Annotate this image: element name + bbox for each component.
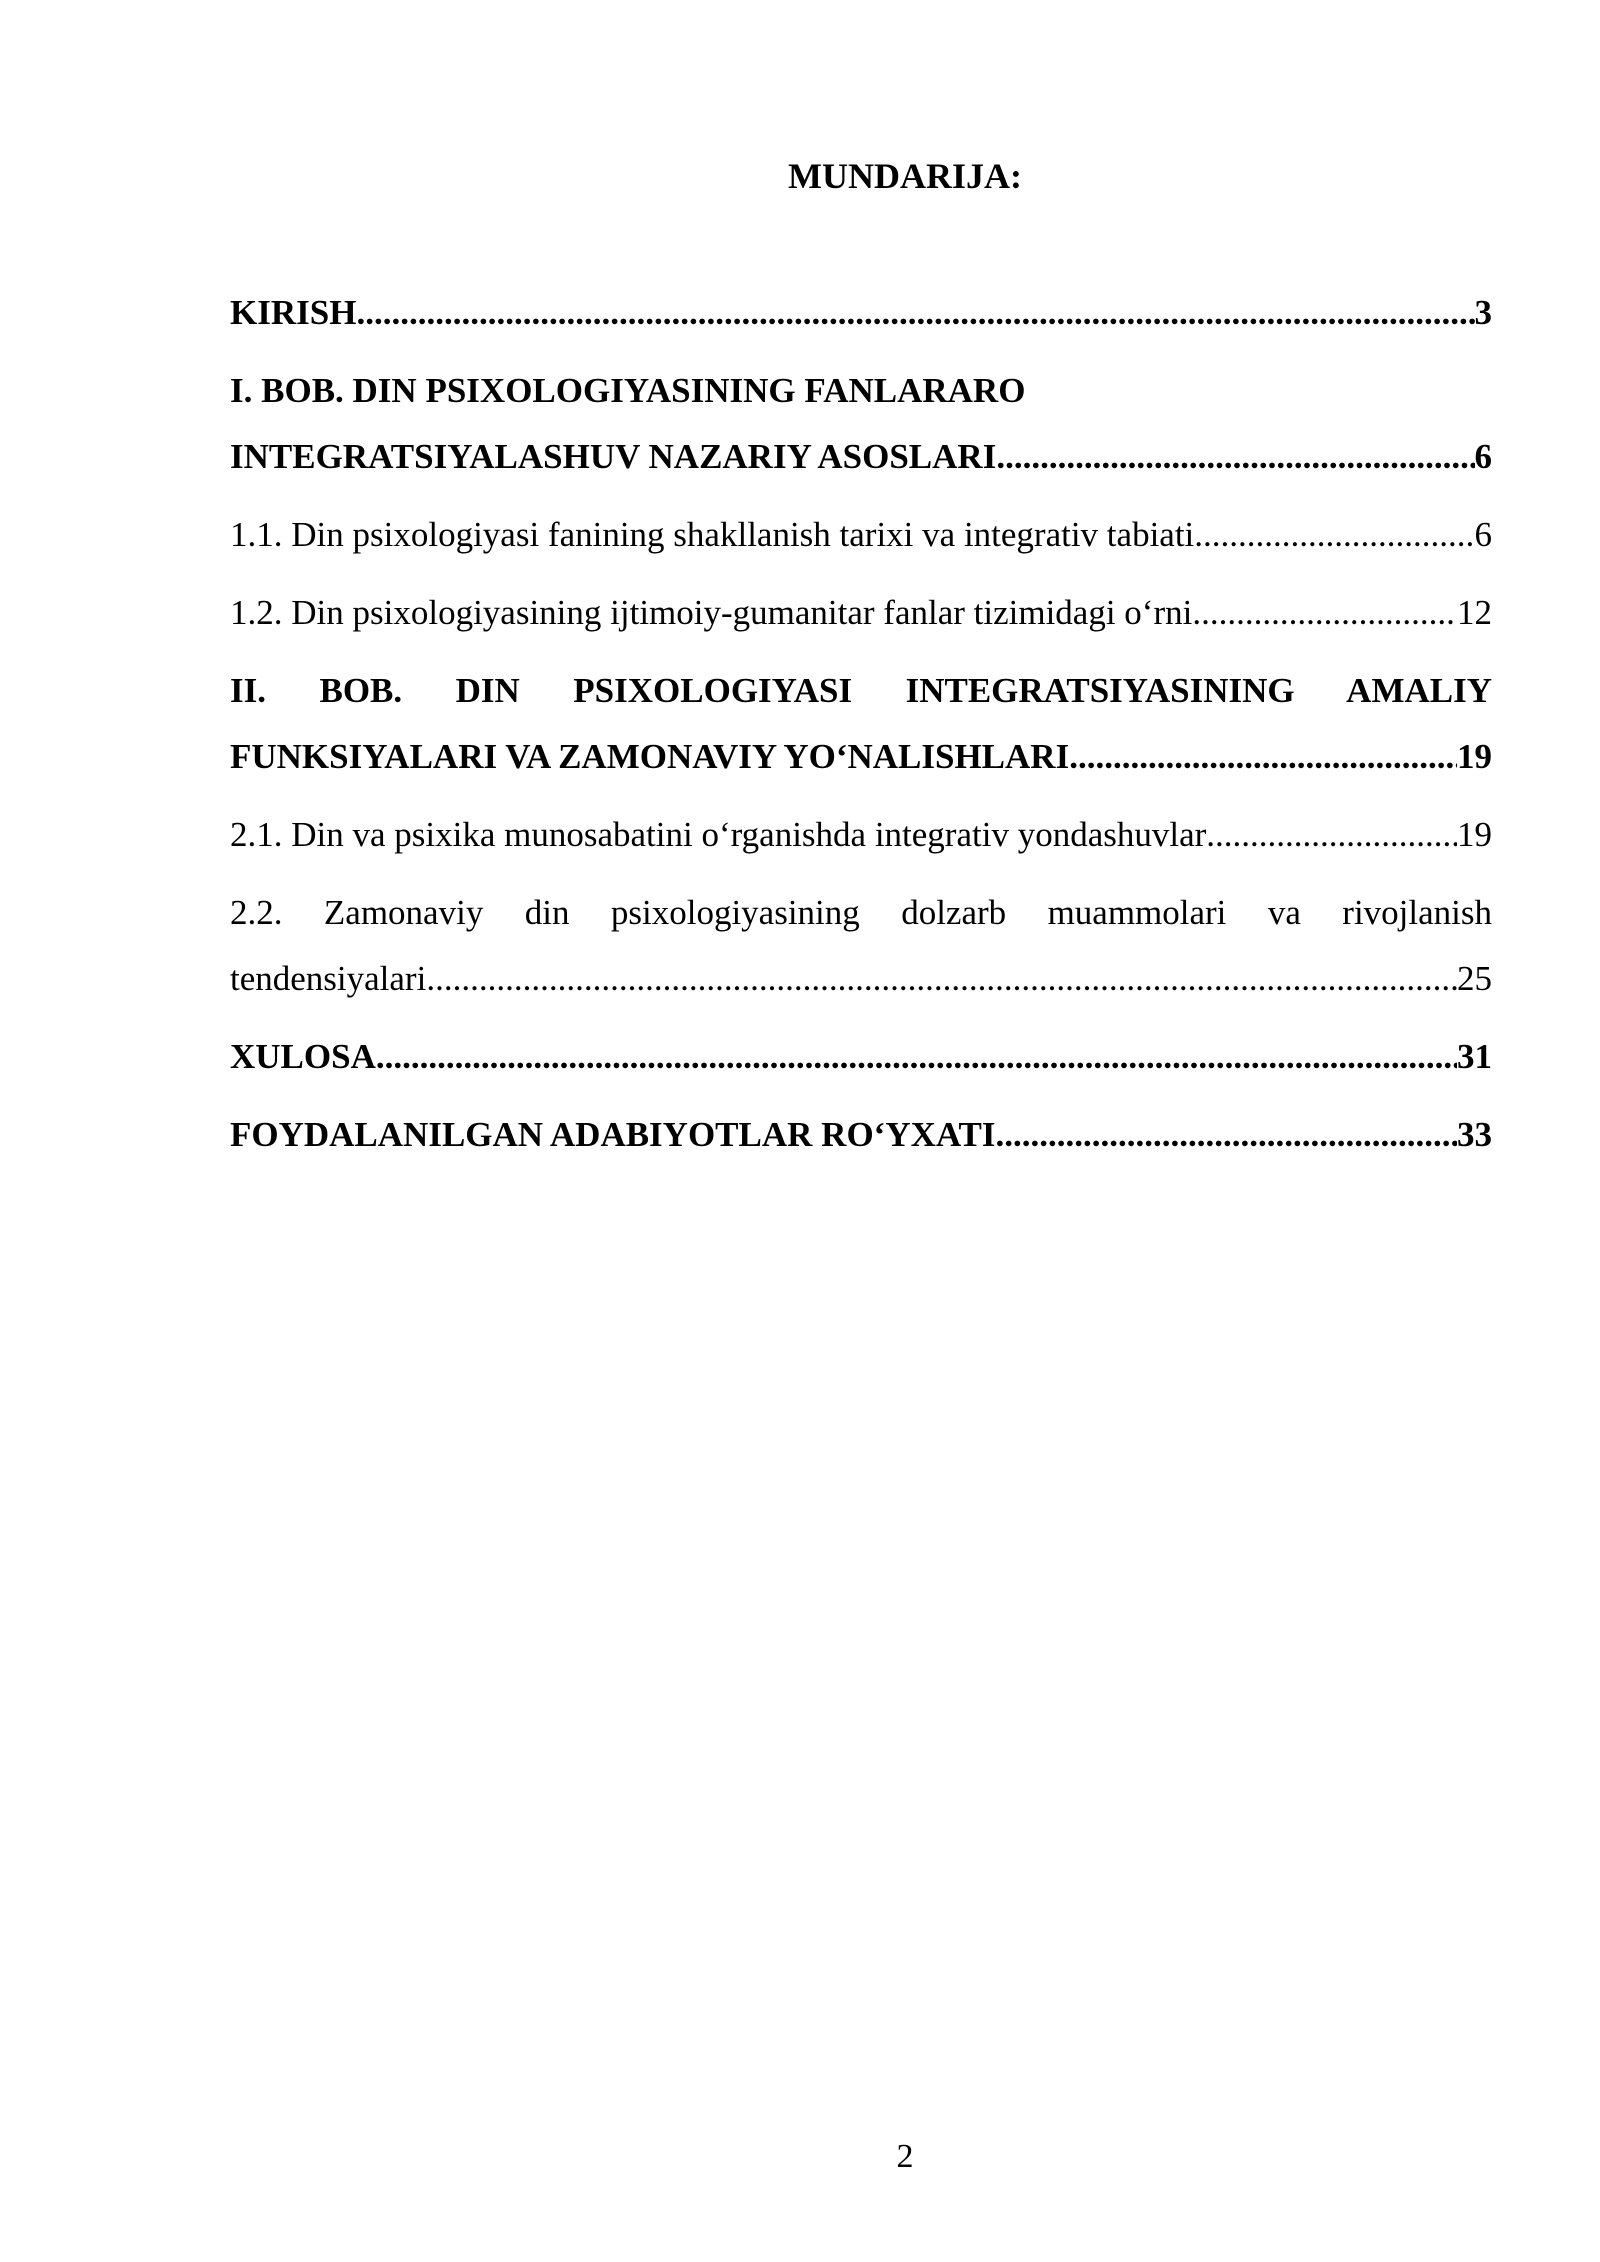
toc-entry-section-2-1[interactable] xyxy=(230,802,1492,868)
toc-entry-text-continued: tendensiyalari xyxy=(230,959,427,998)
dot-leader xyxy=(1192,580,1457,646)
toc-entry-text: 2.2. Zamonaviy din psixologiyasining dolzarb muammolari va rivojlanish xyxy=(230,893,1492,932)
toc-entry-xulosa[interactable] xyxy=(230,1024,1492,1090)
toc-page-number: 19 xyxy=(1457,737,1492,776)
toc-entry-text: I. BOB. DIN PSIXOLOGIYASINING FANLARARO xyxy=(230,371,1026,410)
toc-entry-kirish[interactable] xyxy=(230,280,1492,346)
toc-entry-text-continued: INTEGRATSIYALASHUV NAZARIY ASOSLARI xyxy=(230,437,997,476)
table-of-contents xyxy=(230,280,1492,1180)
dot-leader xyxy=(356,280,1474,346)
toc-entry-text: KIRISH xyxy=(230,293,357,332)
toc-entry-text: 2.1. Din va psixika munosabatini o‘rganishda integrativ yondashuvlar xyxy=(230,815,1207,854)
toc-entry-section-1-1[interactable] xyxy=(230,502,1492,568)
dot-leader xyxy=(1069,724,1457,790)
toc-entry-text: 1.2. Din psixologiyasining ijtimoiy-gumanitar fanlar tizimidagi o‘rni xyxy=(230,593,1193,632)
page-number: 2 xyxy=(896,2138,914,2175)
toc-page-number: 19 xyxy=(1457,815,1492,854)
dot-leader xyxy=(1194,502,1474,568)
toc-page-number: 12 xyxy=(1457,593,1492,632)
toc-entry-text: XULOSA xyxy=(230,1037,376,1076)
toc-entry-text: FOYDALANILGAN ADABIYOTLAR RO‘YXATI xyxy=(230,1115,996,1154)
toc-entry-text: 1.1. Din psixologiyasi fanining shakllanish tarixi va integrativ tabiati xyxy=(230,515,1195,554)
page-title: MUNDARIJA: xyxy=(788,156,1022,196)
toc-page-number: 33 xyxy=(1457,1115,1492,1154)
toc-entry-references[interactable] xyxy=(230,1102,1492,1168)
toc-page-number: 6 xyxy=(1474,515,1492,554)
toc-entry-chapter-2[interactable] xyxy=(230,658,1492,790)
toc-entry-section-1-2[interactable] xyxy=(230,580,1492,646)
toc-entry-text: II. BOB. DIN PSIXOLOGIYASI INTEGRATSIYASINING AMALIY xyxy=(230,671,1492,710)
toc-entry-section-2-2[interactable] xyxy=(230,880,1492,1012)
dot-leader xyxy=(1206,802,1457,868)
dot-leader xyxy=(376,1024,1457,1090)
dot-leader xyxy=(426,946,1457,1012)
toc-page-number: 25 xyxy=(1457,959,1492,998)
toc-page-number: 31 xyxy=(1457,1037,1492,1076)
dot-leader xyxy=(996,1102,1457,1168)
toc-entry-text-continued: FUNKSIYALARI VA ZAMONAVIY YO‘NALISHLARI xyxy=(230,737,1070,776)
dot-leader xyxy=(996,424,1474,490)
toc-entry-chapter-1[interactable] xyxy=(230,358,1492,490)
toc-page-number: 6 xyxy=(1474,437,1492,476)
toc-page-number: 3 xyxy=(1474,293,1492,332)
